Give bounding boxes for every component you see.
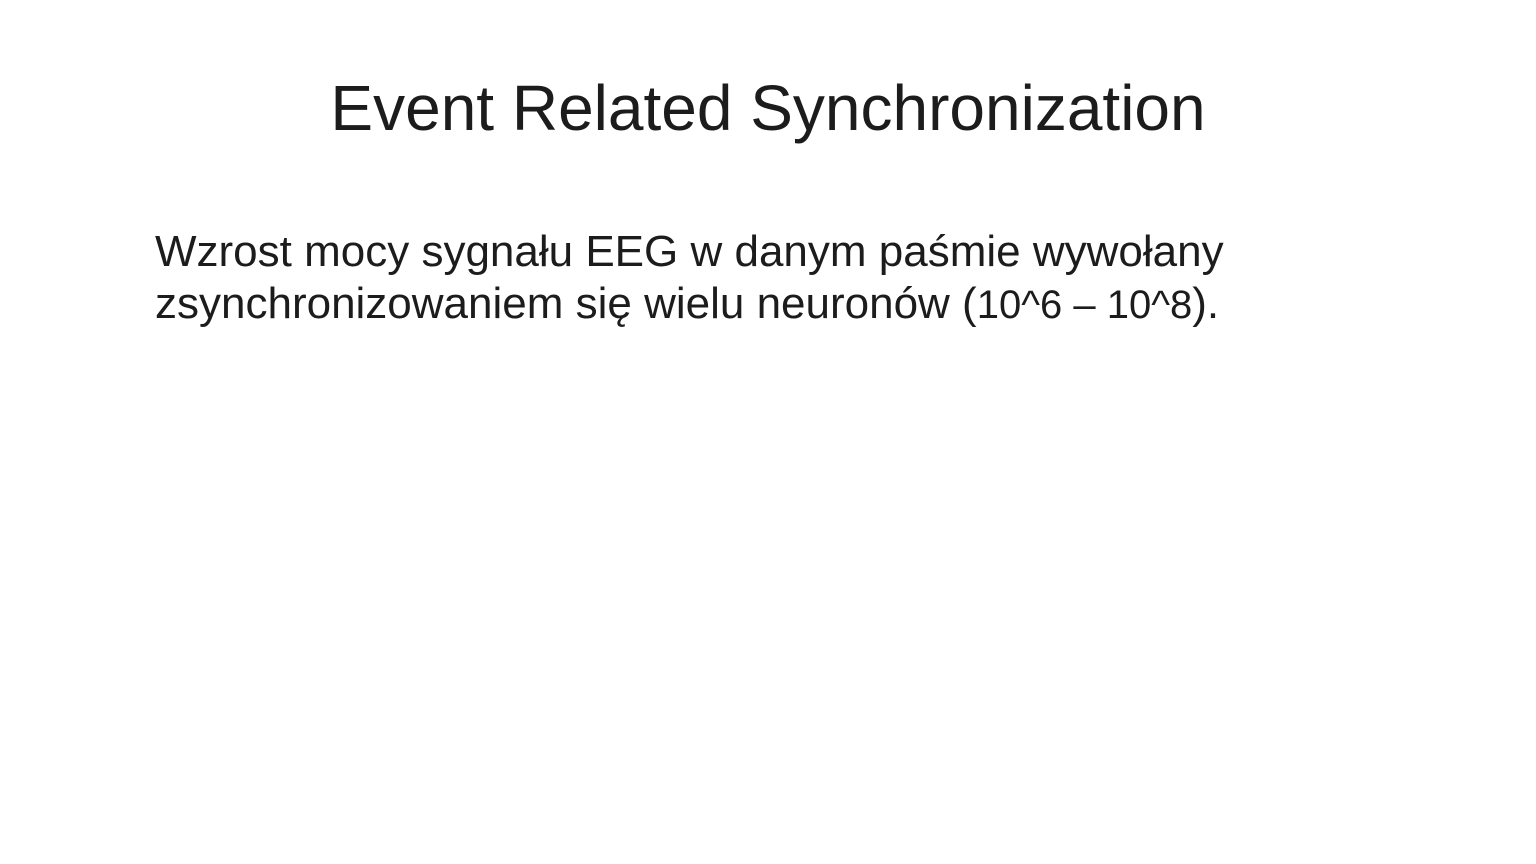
body-line-1: Wzrost mocy sygnału EEG w danym paśmie wywołany [155,227,1224,276]
body-line-2-text: zsynchronizowaniem się wielu neuronów ( [155,279,977,328]
slide-body [155,226,1385,331]
slide-title: Event Related Synchronization [330,72,1206,144]
neuron-count-range: 10^6 – 10^8 [976,283,1193,327]
body-line-2 [155,278,1385,331]
body-line-2-end: ). [1192,279,1220,328]
